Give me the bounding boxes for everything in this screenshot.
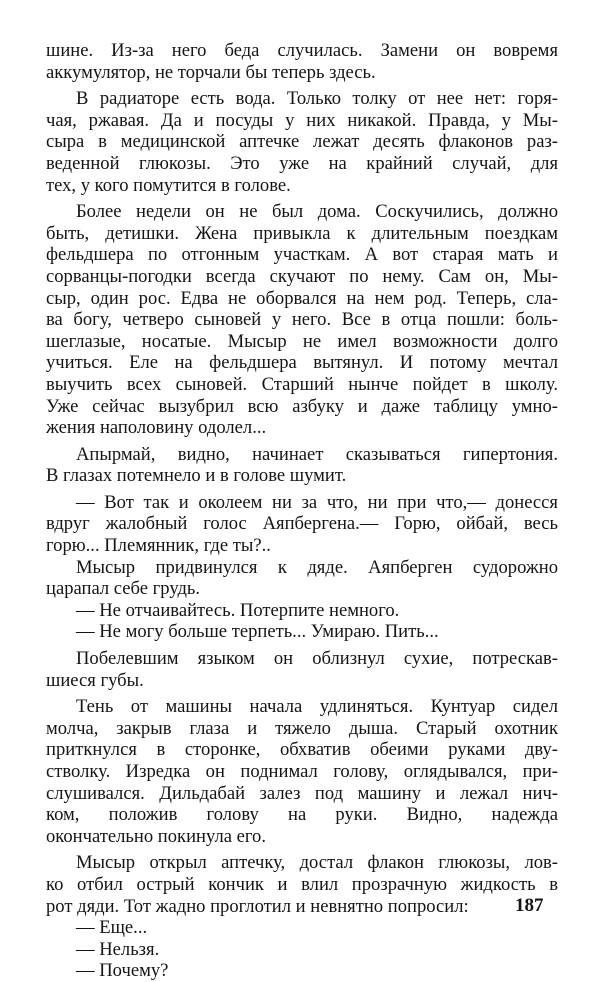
text-line: — Почему?: [76, 960, 169, 982]
paragraph: [46, 557, 558, 600]
paragraph: [46, 917, 558, 939]
paragraph: [46, 201, 558, 439]
text-line: Апырмай, видно, начинает сказываться гипертония.: [76, 443, 558, 465]
text-line: ва богу, четверо сыновей у него. Все в отца пошли: боль-: [46, 309, 558, 331]
paragraph: [46, 648, 558, 691]
text-line: шиеся губы.: [46, 669, 144, 691]
text-line: — Вот так и околеем ни за что, ни при что,— донесся: [76, 491, 558, 513]
paragraph: [46, 939, 558, 961]
paragraph: [46, 696, 558, 847]
text-line: ко отбил острый кончик и влил прозрачную жидкость в: [46, 873, 558, 895]
text-line: рот дяди. Тот жадно проглотил и невнятно попросил:: [46, 895, 469, 917]
text-line: — Не могу больше терпеть... Умираю. Пить...: [76, 621, 439, 643]
text-line: царапал себе грудь.: [46, 578, 201, 600]
text-line: Тень от машины начала удлиняться. Кунтуар сидел: [76, 696, 558, 718]
text-line: шеглазые, носатые. Мысыр не имел возможности долго: [46, 330, 558, 352]
text-line: шине. Из-за него беда случилась. Замени он вовремя: [46, 40, 558, 61]
body-text: [46, 40, 558, 982]
text-line: — Не отчаивайтесь. Потерпите немного.: [76, 599, 400, 621]
page-number: 187: [515, 895, 544, 916]
text-line: В глазах потемнело и в голове шумит.: [46, 465, 347, 487]
text-line: тех, у кого помутится в голове.: [46, 174, 291, 196]
text-line: сыра в медицинской аптечке лежат десять флаконов раз-: [46, 131, 558, 153]
text-line: горю... Племянник, где ты?..: [46, 535, 271, 557]
text-line: молча, закрыв глаза и тяжело дыша. Старый охотник: [46, 717, 558, 739]
paragraph: [46, 600, 558, 622]
text-line: Более недели он не был дома. Соскучились, должно: [76, 201, 558, 223]
text-line: чая, ржавая. Да и посуды у них никакой. Правда, у Мы-: [46, 109, 558, 131]
text-line: Уже сейчас вызубрил всю азбуку и даже таблицу умно-: [46, 395, 558, 417]
text-line: фельдшера по отгонным участкам. А вот старая мать и: [46, 244, 558, 266]
paragraph: [46, 40, 558, 83]
text-line: сыр, один рос. Едва не оборвался на нем род. Теперь, сла-: [46, 287, 558, 309]
text-line: выучить всех сыновей. Старший нынче пойдет в школу.: [46, 373, 558, 395]
text-line: учиться. Еле на фельдшера вытянул. И потому мечтал: [46, 352, 558, 374]
text-line: В радиаторе есть вода. Только толку от нее нет: горя-: [76, 88, 558, 110]
text-line: аккумулятор, не торчали бы теперь здесь.: [46, 61, 376, 83]
text-line: стволку. Изредка он поднимал голову, оглядывался, при-: [46, 761, 558, 782]
text-line: — Нельзя.: [76, 938, 160, 960]
text-line: жения наполовину одолел...: [46, 417, 267, 439]
paragraph: [46, 492, 558, 557]
paragraph: [46, 621, 558, 643]
paragraph: [46, 960, 558, 982]
text-line: слушивался. Дильдабай залез под машину и лежал нич-: [46, 782, 558, 804]
text-line: приткнулся в сторонке, обхватив обеими руками дву-: [46, 739, 558, 761]
paragraph: [46, 88, 558, 196]
text-line: веденной глюкозы. Это уже на крайний случай, для: [46, 152, 558, 174]
text-line: ком, положив голову на руки. Видно, надежда: [46, 804, 558, 826]
paragraph: [46, 444, 558, 487]
text-line: Мысыр придвинулся к дяде. Аяпберген судорожно: [76, 556, 558, 578]
text-line: Побелевшим языком он облизнул сухие, потрескав-: [76, 648, 558, 670]
text-line: Мысыр открыл аптечку, достал флакон глюкозы, лов-: [76, 852, 558, 874]
text-line: сорванцы-погодки всегда скучают по нему. Сам он, Мы-: [46, 265, 558, 287]
paragraph: [46, 852, 558, 917]
text-line: вдруг жалобный голос Аяпбергена.— Горю, ойбай, весь: [46, 513, 558, 535]
text-line: окончательно покинула его.: [46, 825, 266, 847]
text-line: быть, детишки. Жена привыкла к длительным поездкам: [46, 222, 558, 244]
text-line: — Еще...: [76, 917, 148, 939]
